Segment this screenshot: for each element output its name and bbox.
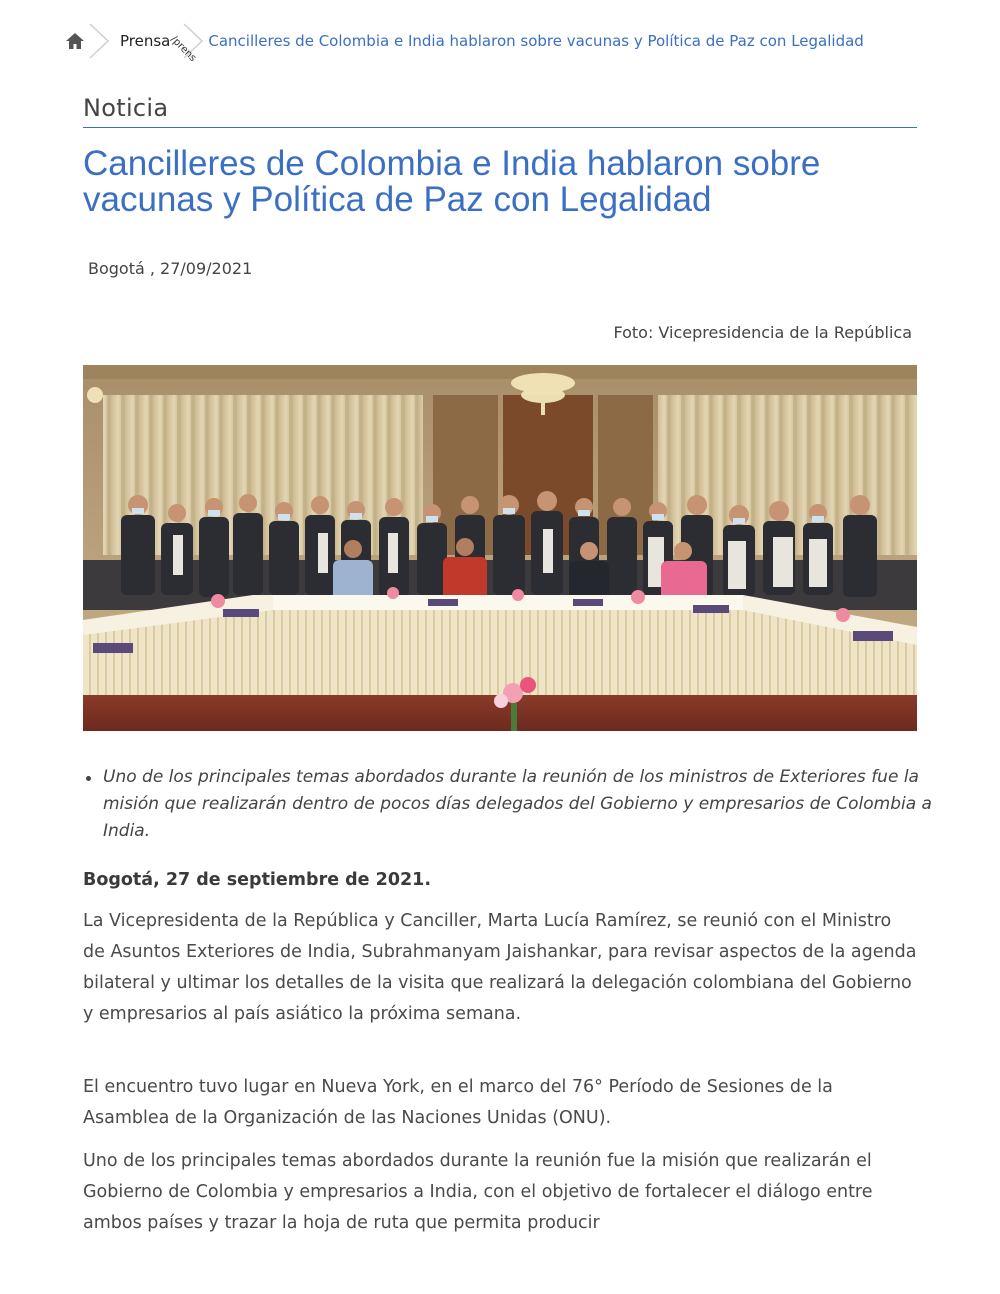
article-title: Cancilleres de Colombia e India hablaron sobre vacunas y Política de Paz con Legalidad: [83, 144, 821, 219]
home-icon[interactable]: [62, 22, 88, 60]
photo-credit: Foto: Vicepresidencia de la República: [613, 323, 912, 342]
article-photo: [83, 365, 917, 731]
breadcrumb-tilted-label: /prens: [168, 34, 199, 64]
chevron-right-icon: [88, 22, 110, 60]
section-divider: [83, 127, 917, 128]
breadcrumb-tilted-link[interactable]: [168, 22, 208, 64]
article-dateline: Bogotá , 27/09/2021: [88, 259, 253, 278]
summary-list: [83, 764, 937, 845]
summary-item: Uno de los principales temas abordados durante la reunión de los ministros de Exteriores fue la misión que realizarán dentro de pocos días delegados del Gobierno y empresarios de Colombia a India.: [103, 764, 937, 845]
article-paragraph: La Vicepresidenta de la República y Canciller, Marta Lucía Ramírez, se reunió con el Ministro de Asuntos Exteriores de India, Subrahmanyam Jaishankar, para revisar aspectos de la agenda bilateral y ultimar los detalles de la visita que realizará la delegación colombiana del Gobierno y empresarios al país asiático la próxima semana.: [83, 911, 917, 1024]
article-paragraph: El encuentro tuvo lugar en Nueva York, en el marco del 76° Período de Sesiones de la Asamblea de la Organización de las Naciones Unidas (ONU).: [83, 1077, 833, 1128]
breadcrumb-prensa-link[interactable]: Prensa: [120, 32, 171, 50]
section-label: Noticia: [83, 94, 169, 122]
article-lead: Bogotá, 27 de septiembre de 2021.: [83, 870, 432, 890]
article-paragraph: Uno de los principales temas abordados durante la reunión fue la misión que realizarán el Gobierno de Colombia y empresarios a India, con el objetivo de fortalecer el diálogo entre ambos países y trazar la hoja de ruta que permita producir: [83, 1151, 873, 1233]
breadcrumb: [62, 22, 864, 64]
breadcrumb-current-link[interactable]: Cancilleres de Colombia e India hablaron sobre vacunas y Política de Paz con Legalidad: [208, 32, 864, 50]
